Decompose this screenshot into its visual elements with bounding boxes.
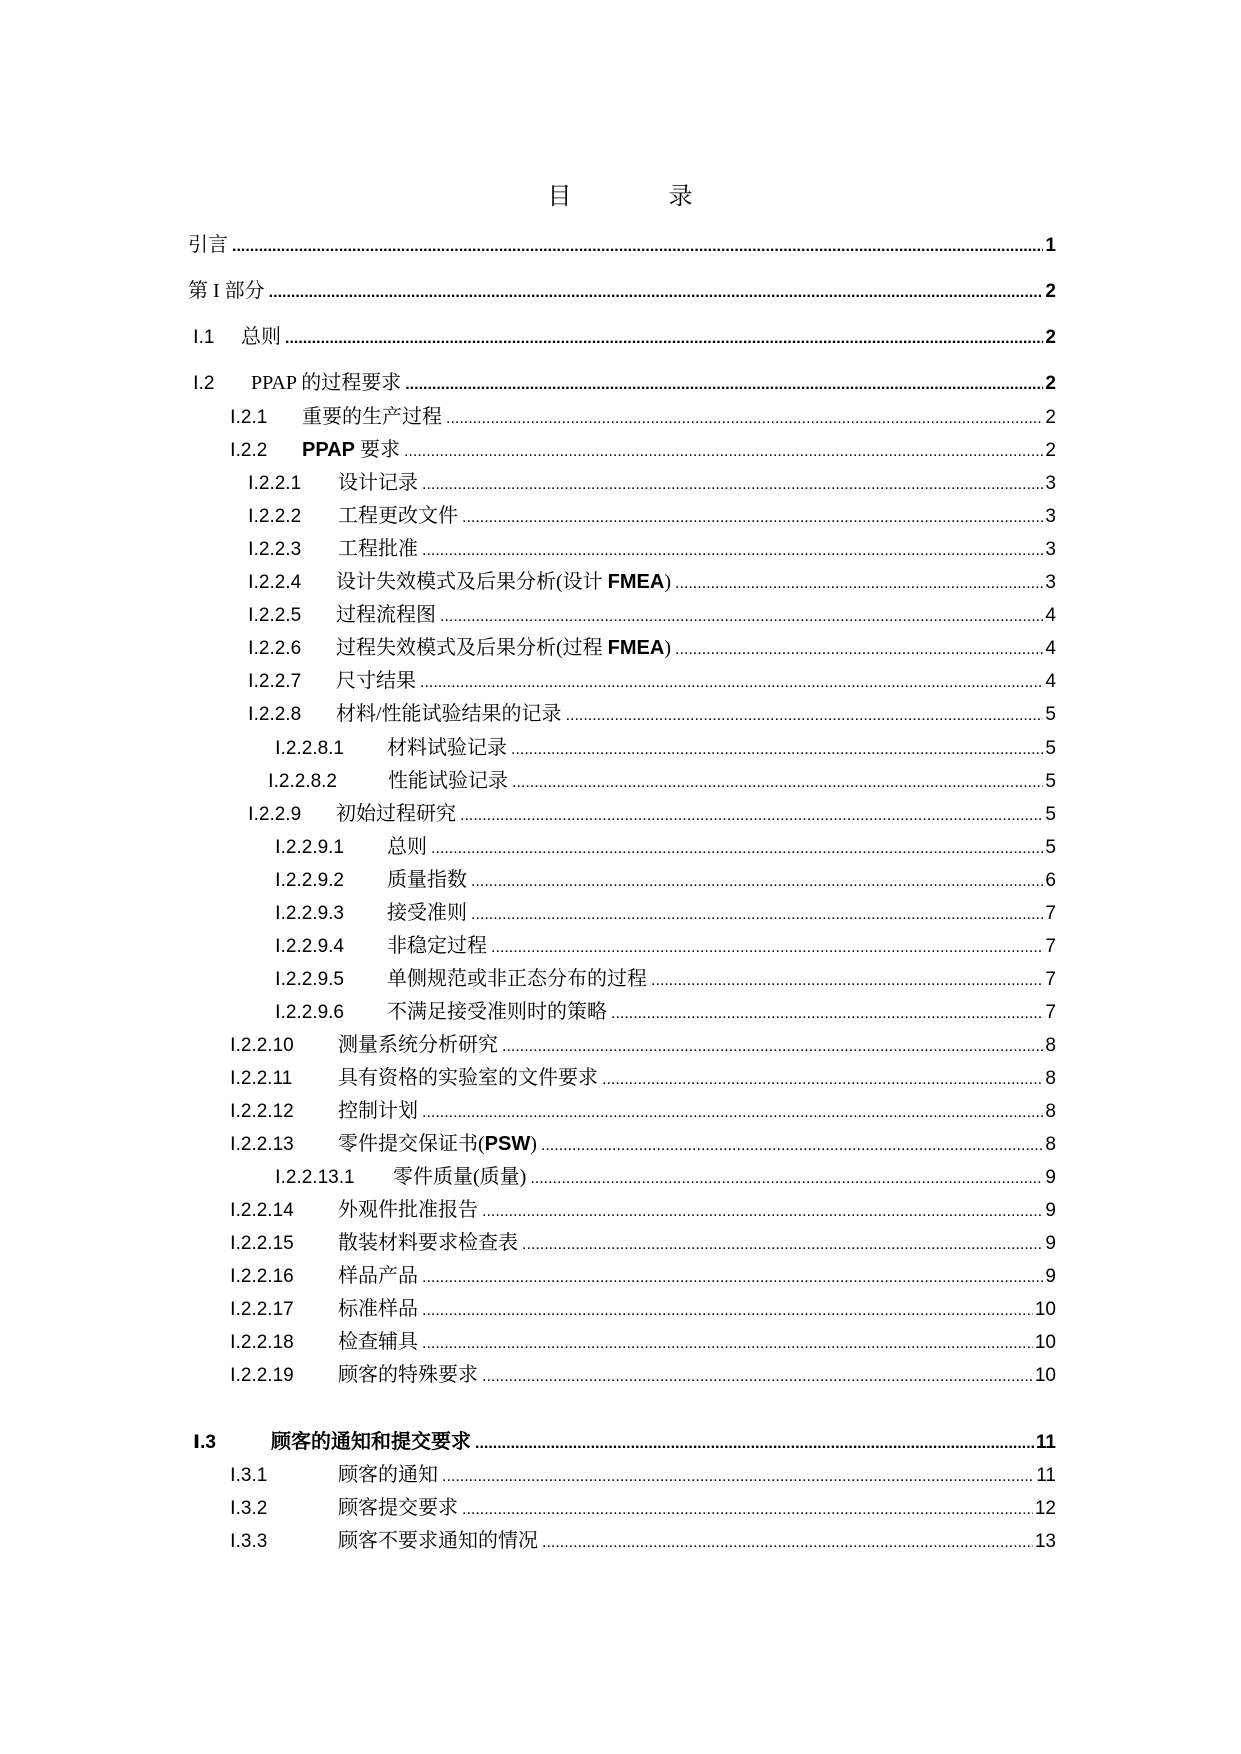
toc-page-number: 5	[1045, 837, 1056, 858]
title-left: 目	[547, 184, 573, 210]
toc-leader-dots	[482, 1368, 1033, 1386]
toc-page-number: 4	[1045, 605, 1056, 626]
toc-entry-label-text: 重要的生产过程	[302, 406, 442, 428]
toc-leader-dots	[462, 509, 1043, 527]
toc-leader-dots	[530, 1170, 1043, 1188]
toc-entry-label	[338, 1491, 458, 1520]
toc-entry[interactable]	[275, 896, 1056, 922]
toc-entry[interactable]	[248, 797, 1056, 823]
toc-entry-number: Ⅰ.2.2.14	[230, 1200, 294, 1221]
toc-leader-dots	[471, 873, 1043, 891]
toc-entry-label-text: 初始过程研究	[336, 803, 456, 825]
toc-entry-label	[338, 1358, 478, 1387]
toc-entry-label	[387, 863, 467, 892]
toc-entry-label	[338, 1524, 538, 1553]
toc-entry[interactable]	[275, 929, 1056, 955]
toc-leader-dots	[422, 476, 1043, 494]
toc-page-number: 3	[1045, 473, 1056, 494]
toc-entry[interactable]	[248, 565, 1056, 591]
toc-entry-label	[338, 1325, 418, 1354]
toc-leader-dots	[422, 1269, 1043, 1287]
toc-entry-label	[387, 731, 507, 760]
toc-entry[interactable]	[230, 1325, 1056, 1351]
toc-entry[interactable]	[275, 731, 1056, 757]
toc-entry-label	[251, 366, 401, 395]
toc-leader-dots	[462, 1501, 1033, 1519]
toc-entry-number: Ⅰ.2.2.9.1	[275, 837, 344, 858]
toc-entry[interactable]	[230, 1491, 1056, 1517]
toc-entry-label	[336, 631, 671, 660]
toc-entry-label	[336, 697, 562, 726]
toc-page-number: 9	[1045, 1233, 1056, 1254]
toc-page-number: 2	[1045, 327, 1056, 348]
toc-entry-label	[338, 1458, 438, 1487]
toc-entry[interactable]	[230, 1458, 1056, 1484]
toc-entry-number: Ⅰ.2.2.8.1	[275, 738, 344, 759]
toc-entry-number: Ⅰ.2.2.19	[230, 1365, 294, 1386]
toc-leader-dots	[651, 972, 1043, 990]
toc-entry-label-text: 单侧规范或非正态分布的过程	[387, 968, 647, 990]
toc-entry-label-text: 要求	[354, 439, 400, 461]
toc-entry-number: Ⅰ.2.2.9.2	[275, 870, 344, 891]
toc-entry-label	[338, 1061, 598, 1090]
toc-page-number: 5	[1045, 704, 1056, 725]
toc-page-number: 2	[1045, 373, 1056, 394]
toc-page-number: 1	[1045, 235, 1056, 256]
toc-entry-label	[387, 995, 607, 1024]
toc-entry[interactable]	[230, 1292, 1056, 1318]
toc-entry[interactable]	[230, 1358, 1056, 1384]
toc-entry-label-text: 测量系统分析研究	[338, 1034, 498, 1056]
toc-page-number: 9	[1045, 1266, 1056, 1287]
toc-leader-dots	[502, 1038, 1043, 1056]
toc-entry-label-text: 过程失效模式及后果分析(过程	[336, 637, 608, 659]
toc-page-number: 2	[1045, 440, 1056, 461]
toc-entry[interactable]	[230, 1127, 1056, 1153]
toc-entry-label-text: 外观件批准报告	[338, 1199, 478, 1221]
toc-entry-label-bold: FMEA	[607, 637, 665, 659]
toc-page-number: 7	[1045, 936, 1056, 957]
toc-entry-number: Ⅰ.2.2	[230, 440, 268, 461]
toc-page-number: 5	[1045, 771, 1056, 792]
toc-leader-dots	[675, 575, 1043, 593]
toc-entry-label-text: 总则	[241, 326, 281, 348]
toc-entry-number: Ⅰ.2.2.9.4	[275, 936, 344, 957]
toc-leader-dots	[285, 330, 1043, 348]
toc-entry[interactable]	[248, 697, 1056, 723]
toc-entry-label-bold: PSW	[484, 1133, 531, 1155]
toc-entry-label-text: 顾客提交要求	[338, 1497, 458, 1519]
toc-entry[interactable]	[275, 1160, 1056, 1186]
toc-leader-dots	[542, 1534, 1033, 1552]
toc-page-number: 5	[1045, 738, 1056, 759]
toc-leader-dots	[512, 774, 1043, 792]
toc-entry-number: Ⅰ.3.1	[230, 1465, 268, 1486]
toc-leader-dots	[491, 939, 1043, 957]
toc-leader-dots	[475, 1435, 1034, 1453]
toc-page-number: 3	[1045, 539, 1056, 560]
toc-page-number: 6	[1045, 870, 1056, 891]
toc-entry[interactable]	[248, 631, 1056, 657]
toc-entry-label	[336, 565, 671, 594]
toc-entry-label	[271, 1425, 471, 1454]
toc-entry-label	[302, 400, 442, 429]
toc-entry[interactable]	[188, 274, 1056, 300]
toc-entry-number: Ⅰ.2.2.7	[248, 671, 302, 692]
toc-entry-label-text: 材料/性能试验结果的记录	[336, 703, 562, 725]
toc-entry-label-text: 非稳定过程	[387, 935, 487, 957]
toc-entry[interactable]	[230, 433, 1056, 459]
toc-leader-dots	[541, 1137, 1044, 1155]
toc-entry-label	[338, 1259, 418, 1288]
toc-entry[interactable]	[230, 1094, 1056, 1120]
toc-entry[interactable]	[230, 1193, 1056, 1219]
toc-entry-number: Ⅰ.2.2.16	[230, 1266, 294, 1287]
toc-entry-label-tail: )	[530, 1133, 537, 1155]
toc-leader-dots	[442, 1468, 1034, 1486]
toc-page-number: 3	[1045, 572, 1056, 593]
toc-leader-dots	[422, 542, 1043, 560]
toc-entry-number: Ⅰ.2.2.10	[230, 1035, 294, 1056]
toc-entry-label-text: 样品产品	[338, 1265, 418, 1287]
toc-entry-number: Ⅰ.2.2.8.2	[268, 771, 337, 792]
toc-entry[interactable]	[248, 664, 1056, 690]
toc-entry-label-tail: )	[664, 571, 672, 593]
toc-leader-dots	[482, 1203, 1043, 1221]
toc-entry-label	[388, 764, 508, 793]
toc-entry-label-text: 具有资格的实验室的文件要求	[338, 1067, 598, 1089]
toc-entry-number: Ⅰ.1	[193, 327, 215, 348]
toc-entry[interactable]	[248, 598, 1056, 624]
toc-entry-number: Ⅰ.3.3	[230, 1531, 268, 1552]
toc-entry[interactable]	[268, 764, 1056, 790]
toc-page-number: 3	[1045, 506, 1056, 527]
toc-entry-label	[302, 433, 400, 462]
toc-entry[interactable]	[230, 1226, 1056, 1252]
toc-entry[interactable]	[248, 466, 1056, 492]
toc-entry-label-text: 顾客不要求通知的情况	[338, 1530, 538, 1552]
toc-page-number: 10	[1034, 1332, 1056, 1353]
toc-entry[interactable]	[248, 499, 1056, 525]
toc-entry-label-text: 零件质量(质量)	[393, 1166, 527, 1188]
toc-entry-label-bold: PPAP	[302, 439, 355, 461]
toc-entry[interactable]	[230, 1524, 1056, 1550]
toc-entry-number: Ⅰ.3	[193, 1432, 216, 1453]
toc-page-number: 9	[1045, 1200, 1056, 1221]
toc-leader-dots	[431, 840, 1043, 858]
toc-entry-label-text: 总则	[387, 836, 427, 858]
toc-entry-label	[338, 1127, 537, 1156]
toc-entry[interactable]	[275, 962, 1056, 988]
toc-leader-dots	[460, 807, 1043, 825]
toc-entry-number: Ⅰ.2.2.15	[230, 1233, 294, 1254]
toc-entry-number: Ⅰ.2.2.3	[248, 539, 302, 560]
toc-entry-number: Ⅰ.2.2.9.6	[275, 1002, 344, 1023]
toc-leader-dots	[471, 906, 1043, 924]
toc-entry-number: Ⅰ.2.2.17	[230, 1299, 294, 1320]
toc-entry-label	[393, 1160, 526, 1189]
toc-entry-label-text: 尺寸结果	[336, 670, 416, 692]
title-right: 录	[668, 184, 694, 210]
toc-entry-label	[338, 1292, 418, 1321]
toc-entry-label-text: 不满足接受准则时的策略	[387, 1001, 607, 1023]
toc-entry-label-text: 设计失效模式及后果分析(设计	[336, 571, 608, 593]
toc-leader-dots	[232, 238, 1043, 256]
toc-page-number: 10	[1034, 1365, 1056, 1386]
toc-entry-label	[188, 274, 265, 303]
toc-leader-dots	[446, 410, 1043, 428]
toc-entry-number: Ⅰ.2.2.9.5	[275, 969, 344, 990]
toc-entry-label-text: 材料试验记录	[387, 737, 507, 759]
toc-entry-label-text: 性能试验记录	[388, 770, 508, 792]
toc-entry-label	[387, 830, 427, 859]
toc-entry-label-text: 质量指数	[387, 869, 467, 891]
toc-entry-label	[338, 1226, 518, 1255]
toc-entry-number: Ⅰ.2.1	[230, 407, 268, 428]
toc-page-number: 11	[1036, 1465, 1056, 1486]
toc-entry[interactable]	[248, 532, 1056, 558]
toc-page-number: 4	[1045, 638, 1056, 659]
toc-entry-label	[188, 228, 228, 257]
toc-entry-label	[338, 499, 458, 528]
toc-entry-number: Ⅰ.2.2.5	[248, 605, 302, 626]
toc-page-number: 5	[1045, 804, 1056, 825]
toc-entry[interactable]	[230, 1061, 1056, 1087]
toc-entry[interactable]	[193, 1425, 1056, 1451]
toc-page-number: 2	[1045, 407, 1056, 428]
toc-entry-label-text: 顾客的通知	[338, 1464, 438, 1486]
toc-entry-number: Ⅰ.2	[193, 373, 215, 394]
toc-page-number: 8	[1045, 1101, 1056, 1122]
toc-leader-dots	[422, 1104, 1043, 1122]
toc-leader-dots	[269, 284, 1044, 302]
toc-page-number: 8	[1045, 1134, 1056, 1155]
toc-entry-number: Ⅰ.2.2.2	[248, 506, 302, 527]
toc-entry[interactable]	[275, 995, 1056, 1021]
toc-leader-dots	[675, 641, 1043, 659]
toc-entry-label	[338, 466, 418, 495]
toc-page-number: 12	[1034, 1498, 1056, 1519]
toc-entry-label-text: 散装材料要求检查表	[338, 1232, 518, 1254]
toc-leader-dots	[602, 1071, 1043, 1089]
toc-entry[interactable]	[275, 863, 1056, 889]
toc-entry-label-tail: )	[664, 637, 672, 659]
toc-entry[interactable]	[193, 366, 1056, 392]
toc-leader-dots	[611, 1005, 1043, 1023]
toc-leader-dots	[405, 376, 1043, 394]
toc-entry-number: Ⅰ.2.2.13.1	[275, 1167, 355, 1188]
toc-entry-label	[338, 1193, 478, 1222]
toc-entry-label-text: 顾客的特殊要求	[338, 1364, 478, 1386]
toc-entry-label-text: 引言	[188, 234, 228, 256]
toc-entry-label	[241, 320, 281, 349]
toc-entry-label-text: 过程流程图	[336, 604, 436, 626]
toc-entry-label	[336, 797, 456, 826]
toc-entry[interactable]	[188, 228, 1056, 254]
toc-leader-dots	[566, 707, 1044, 725]
toc-leader-dots	[440, 608, 1043, 626]
toc-entry[interactable]	[230, 1028, 1056, 1054]
toc-entry-label	[338, 1028, 498, 1057]
toc-page-number: 7	[1045, 1002, 1056, 1023]
toc-entry-label-text: 检查辅具	[338, 1331, 418, 1353]
toc-entry-label-text: 工程批准	[338, 538, 418, 560]
toc-entry-number: Ⅰ.2.2.9	[248, 804, 302, 825]
toc-entry-number: Ⅰ.2.2.18	[230, 1332, 294, 1353]
toc-entry-number: Ⅰ.2.2.4	[248, 572, 302, 593]
toc-entry-label	[336, 598, 436, 627]
toc-entry-label	[387, 962, 647, 991]
toc-entry-label-text: 控制计划	[338, 1100, 418, 1122]
toc-page-number: 11	[1035, 1432, 1056, 1453]
toc-entry-label	[387, 896, 467, 925]
toc-page-number: 13	[1034, 1531, 1056, 1552]
toc-page-number: 9	[1045, 1167, 1056, 1188]
toc-entry-label-text: 标准样品	[338, 1298, 418, 1320]
toc-entry-number: Ⅰ.2.2.8	[248, 704, 302, 725]
toc-entry[interactable]	[193, 320, 1056, 346]
toc-entry-label-text: 设计记录	[338, 472, 418, 494]
toc-page-number: 8	[1045, 1068, 1056, 1089]
toc-entry-label-text: 工程更改文件	[338, 505, 458, 527]
toc-page-number: 7	[1045, 969, 1056, 990]
toc-entry-number: Ⅰ.2.2.11	[230, 1068, 293, 1089]
toc-leader-dots	[511, 741, 1043, 759]
toc-entry-label-text: 顾客的通知和提交要求	[271, 1431, 471, 1453]
toc-entry-number: Ⅰ.2.2.6	[248, 638, 302, 659]
page-title	[0, 176, 1241, 211]
toc-entry-label	[336, 664, 416, 693]
toc-leader-dots	[422, 1302, 1033, 1320]
toc-entry-number: Ⅰ.2.2.1	[248, 473, 302, 494]
toc-entry[interactable]	[230, 400, 1056, 426]
toc-entry-number: Ⅰ.2.2.12	[230, 1101, 294, 1122]
toc-page-number: 10	[1034, 1299, 1056, 1320]
toc-entry-label	[338, 532, 418, 561]
toc-entry-label-text: PPAP 的过程要求	[251, 372, 402, 394]
toc-entry-number: Ⅰ.2.2.13	[230, 1134, 294, 1155]
toc-page-number: 7	[1045, 903, 1056, 924]
toc-entry-label	[387, 929, 487, 958]
toc-leader-dots	[404, 443, 1043, 461]
toc-page-number: 4	[1045, 671, 1056, 692]
toc-leader-dots	[522, 1236, 1043, 1254]
toc-entry-label-text: 零件提交保证书(	[338, 1133, 485, 1155]
toc-entry-number: Ⅰ.3.2	[230, 1498, 268, 1519]
toc-entry-label-bold: FMEA	[607, 571, 665, 593]
toc-leader-dots	[420, 674, 1043, 692]
toc-entry-label-text: 第 I 部分	[188, 280, 265, 302]
toc-entry-label-text: 接受准则	[387, 902, 467, 924]
toc-page-number: 2	[1045, 281, 1056, 302]
toc-entry[interactable]	[230, 1259, 1056, 1285]
toc-page-number: 8	[1045, 1035, 1056, 1056]
toc-entry[interactable]	[275, 830, 1056, 856]
toc-entry-label	[338, 1094, 418, 1123]
toc-leader-dots	[422, 1335, 1033, 1353]
toc-entry-number: Ⅰ.2.2.9.3	[275, 903, 344, 924]
